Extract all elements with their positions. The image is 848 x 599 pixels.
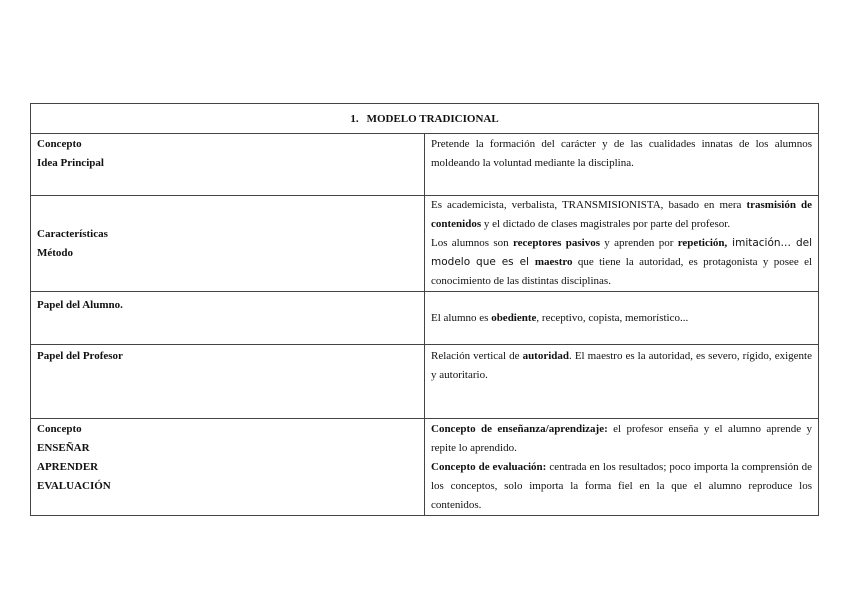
text-run: Los alumnos son: [431, 237, 513, 249]
paragraph-2: [431, 458, 812, 515]
label-papel-alumno: [31, 292, 425, 345]
label-line: EVALUACIÓN: [37, 480, 111, 492]
bold-run: Concepto de evaluación:: [431, 461, 547, 473]
content-caracteristicas: [425, 196, 819, 292]
bold-run: Concepto de enseñanza/aprendizaje:: [431, 423, 608, 435]
bold-run: receptores pasivos: [512, 237, 600, 249]
title-row: [31, 104, 819, 134]
text-run: imitación… del modelo que es el: [431, 237, 812, 268]
bold-run: obediente: [491, 311, 537, 324]
label-line: Características: [37, 227, 108, 240]
text-run: centrada en los resultados; poco importa la comprensión de los conceptos, solo importa la forma fiel en la que el alumno reproduce los contenidos.: [431, 461, 812, 511]
content-papel-alumno: [425, 292, 819, 345]
label-line: Papel del Alumno.: [37, 299, 123, 311]
bold-run: maestro: [534, 256, 573, 268]
row-concepto-eae: [31, 419, 819, 516]
content-text: Pretende la formación del carácter y de las cualidades innatas de los alumnos moldeando la voluntad mediante la disciplina.: [431, 138, 812, 169]
bold-run: trasmisión de contenidos: [431, 199, 812, 230]
label-line: Idea Principal: [37, 157, 104, 169]
title-number: 1.: [350, 113, 359, 125]
modelo-tradicional-table: [30, 103, 819, 516]
text-run: , receptivo, copista, memorístico...: [536, 311, 689, 324]
row-concepto-idea: [31, 134, 819, 196]
table-title: [31, 104, 819, 134]
text-run: Es academicista, verbalista, TRANSMISIONISTA, basado en mera: [431, 199, 747, 211]
label-caracteristicas: [31, 196, 425, 292]
label-papel-profesor: [31, 345, 425, 419]
row-papel-profesor: [31, 345, 819, 419]
row-caracteristicas: [31, 196, 819, 292]
text-run: y el dictado de clases magistrales por parte del profesor.: [481, 218, 731, 230]
text-run: . El maestro es la autoridad, es severo, rígido, exigente y autoritario.: [431, 350, 812, 381]
content-concepto-eae: [425, 419, 819, 516]
label-line: APRENDER: [37, 461, 99, 473]
label-concepto-eae: [31, 419, 425, 516]
title-text: MODELO TRADICIONAL: [366, 113, 499, 125]
label-line: Concepto: [37, 138, 82, 150]
content-papel-profesor: [425, 345, 819, 419]
label-line: ENSEÑAR: [37, 442, 90, 454]
row-papel-alumno: [31, 292, 819, 345]
label-concepto-idea: [31, 134, 425, 196]
label-line: Papel del Profesor: [37, 350, 123, 362]
text-run: que tiene la autoridad, es protagonista y posee el conocimiento de las distintas disciplinas.: [431, 256, 813, 287]
paragraph-1: [431, 420, 812, 458]
text-run: el profesor enseña y el alumno aprende y repite lo aprendido.: [431, 423, 813, 454]
text-run: Relación vertical de: [431, 350, 523, 362]
bold-run: autoridad: [522, 350, 570, 362]
paragraph-1: [431, 196, 812, 234]
bold-run: repetición,: [677, 237, 728, 249]
text-run: El alumno es: [431, 311, 492, 324]
label-line: Concepto: [37, 423, 82, 435]
label-line: Método: [37, 246, 74, 259]
paragraph-2: [431, 234, 812, 291]
text-run: y aprenden por: [599, 237, 678, 249]
content-concepto-idea: [425, 134, 819, 196]
